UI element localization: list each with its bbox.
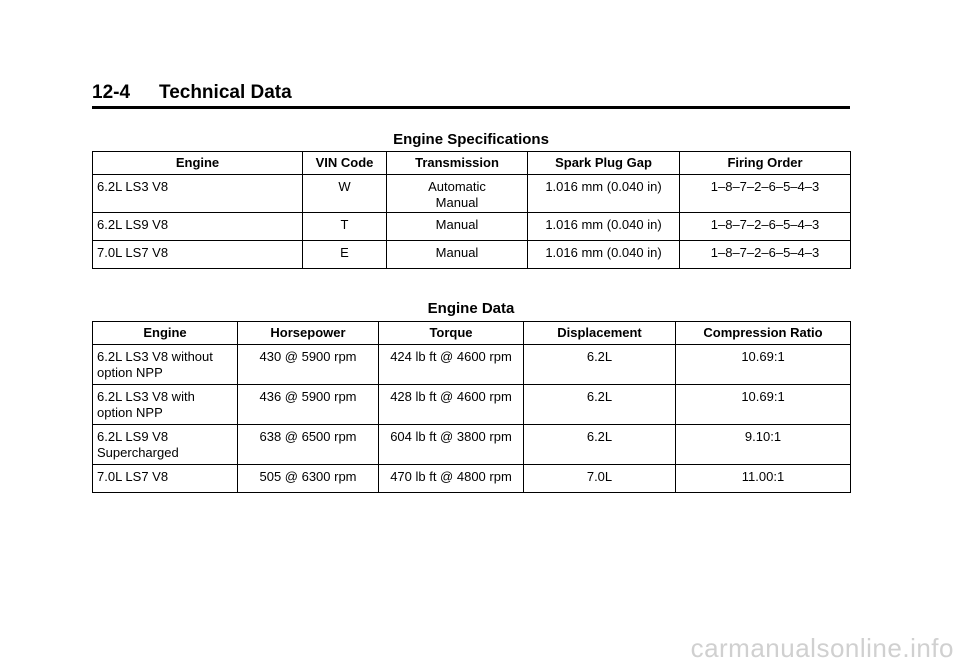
table-row — [93, 241, 851, 269]
column-header: Displacement — [524, 322, 676, 345]
table-cell: 11.00:1 — [676, 465, 851, 493]
table-cell: 1–8–7–2–6–5–4–3 — [680, 241, 851, 269]
column-header: Spark Plug Gap — [528, 152, 680, 175]
table-row — [93, 175, 851, 213]
table-cell: 1.016 mm (0.040 in) — [528, 213, 680, 241]
table-cell: 7.0L LS7 V8 — [93, 465, 238, 493]
column-header: VIN Code — [303, 152, 387, 175]
table-header-row — [93, 152, 851, 175]
column-header: Transmission — [387, 152, 528, 175]
table-cell: 604 lb ft @ 3800 rpm — [379, 425, 524, 465]
table-header-row — [93, 322, 851, 345]
column-header: Compression Ratio — [676, 322, 851, 345]
table-cell: 1–8–7–2–6–5–4–3 — [680, 175, 851, 213]
table-row — [93, 425, 851, 465]
table-cell: Manual — [387, 241, 528, 269]
page-number: 12-4 — [92, 82, 131, 103]
column-header: Horsepower — [238, 322, 379, 345]
table-row — [93, 465, 851, 493]
table-cell: Manual — [387, 213, 528, 241]
engine-data-table — [92, 321, 851, 493]
table-cell: 505 @ 6300 rpm — [238, 465, 379, 493]
column-header: Engine — [93, 322, 238, 345]
table-cell: 6.2L — [524, 425, 676, 465]
column-header: Engine — [93, 152, 303, 175]
table-cell: 6.2L LS3 V8 — [93, 175, 303, 213]
table-cell: 470 lb ft @ 4800 rpm — [379, 465, 524, 493]
table-cell: 10.69:1 — [676, 345, 851, 385]
table-cell: 428 lb ft @ 4600 rpm — [379, 385, 524, 425]
table-cell: 6.2L LS9 V8 Supercharged — [93, 425, 238, 465]
table-cell: T — [303, 213, 387, 241]
table-cell: 1.016 mm (0.040 in) — [528, 241, 680, 269]
table-cell: 6.2L — [524, 385, 676, 425]
engine-specifications-title: Engine Specifications — [393, 131, 549, 148]
table-cell: 1–8–7–2–6–5–4–3 — [680, 213, 851, 241]
section-title: Technical Data — [159, 82, 292, 103]
page-header — [92, 80, 850, 109]
table-cell: 430 @ 5900 rpm — [238, 345, 379, 385]
engine-data-title: Engine Data — [427, 300, 515, 317]
table-cell: 10.69:1 — [676, 385, 851, 425]
table-cell: W — [303, 175, 387, 213]
table-row — [93, 345, 851, 385]
table-cell: 1.016 mm (0.040 in) — [528, 175, 680, 213]
engine-specifications-table — [92, 151, 851, 269]
table-cell: 7.0L — [524, 465, 676, 493]
table-cell: 6.2L LS9 V8 — [93, 213, 303, 241]
table-cell: 6.2L LS3 V8 without option NPP — [93, 345, 238, 385]
table-cell: 6.2L LS3 V8 with option NPP — [93, 385, 238, 425]
watermark-text: carmanualsonline.info — [690, 633, 954, 663]
column-header: Firing Order — [680, 152, 851, 175]
table-cell: 638 @ 6500 rpm — [238, 425, 379, 465]
table-cell: 436 @ 5900 rpm — [238, 385, 379, 425]
column-header: Torque — [379, 322, 524, 345]
table-row — [93, 213, 851, 241]
table-row — [93, 385, 851, 425]
table-cell: 7.0L LS7 V8 — [93, 241, 303, 269]
table-cell: 6.2L — [524, 345, 676, 385]
table-cell: Automatic Manual — [387, 175, 528, 213]
table-cell: E — [303, 241, 387, 269]
table-cell: 424 lb ft @ 4600 rpm — [379, 345, 524, 385]
table-cell: 9.10:1 — [676, 425, 851, 465]
